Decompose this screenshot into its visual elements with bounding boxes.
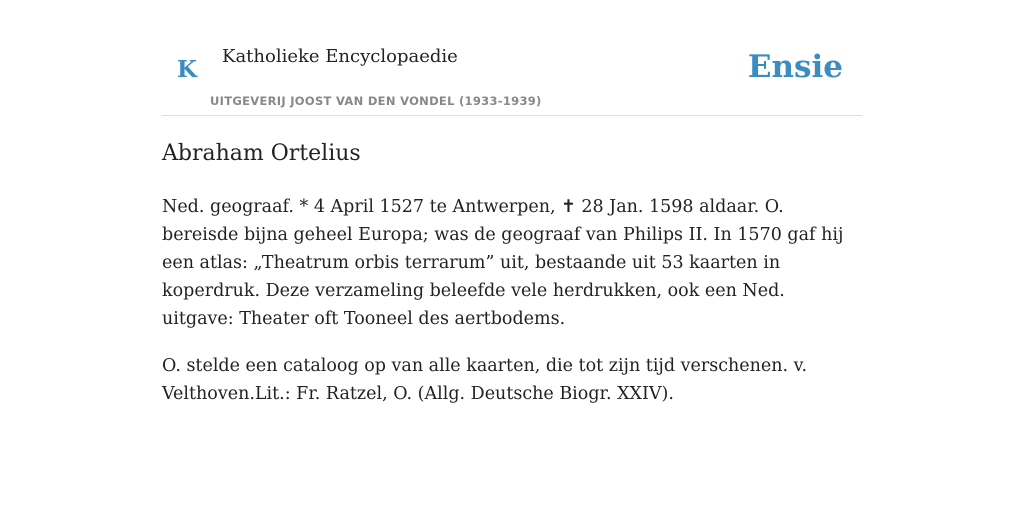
site-logo[interactable]: K bbox=[177, 56, 197, 83]
site-title-link[interactable]: Katholieke Encyclopaedie bbox=[222, 46, 458, 67]
brand-logo-link[interactable]: Ensie bbox=[747, 49, 843, 85]
publisher-subtitle: UITGEVERIJ JOOST VAN DEN VONDEL (1933-1939) bbox=[210, 94, 542, 108]
article-paragraph: O. stelde een cataloog op van alle kaarten, die tot zijn tijd verschenen. v. Velthoven.Lit.: Fr. Ratzel, O. (Allg. Deutsche Biogr. XXIV). bbox=[162, 356, 808, 404]
article bbox=[162, 137, 862, 427]
article-paragraph: Ned. geograaf. * 4 April 1527 te Antwerpen, ✝ 28 Jan. 1598 aldaar. O. bereisde bijna geheel Europa; was de geograaf van Philips II. In 1570 gaf hij een atlas: „Theatrum orbis terrarum” uit, bestaande uit 53 kaarten in koperdruk. Deze verzameling beleefde vele herdrukken, ook een Ned. uitgave: Theater oft Tooneel des aertbodems. bbox=[162, 197, 844, 329]
site-header bbox=[162, 40, 862, 116]
article-title: Abraham Ortelius bbox=[162, 141, 361, 166]
